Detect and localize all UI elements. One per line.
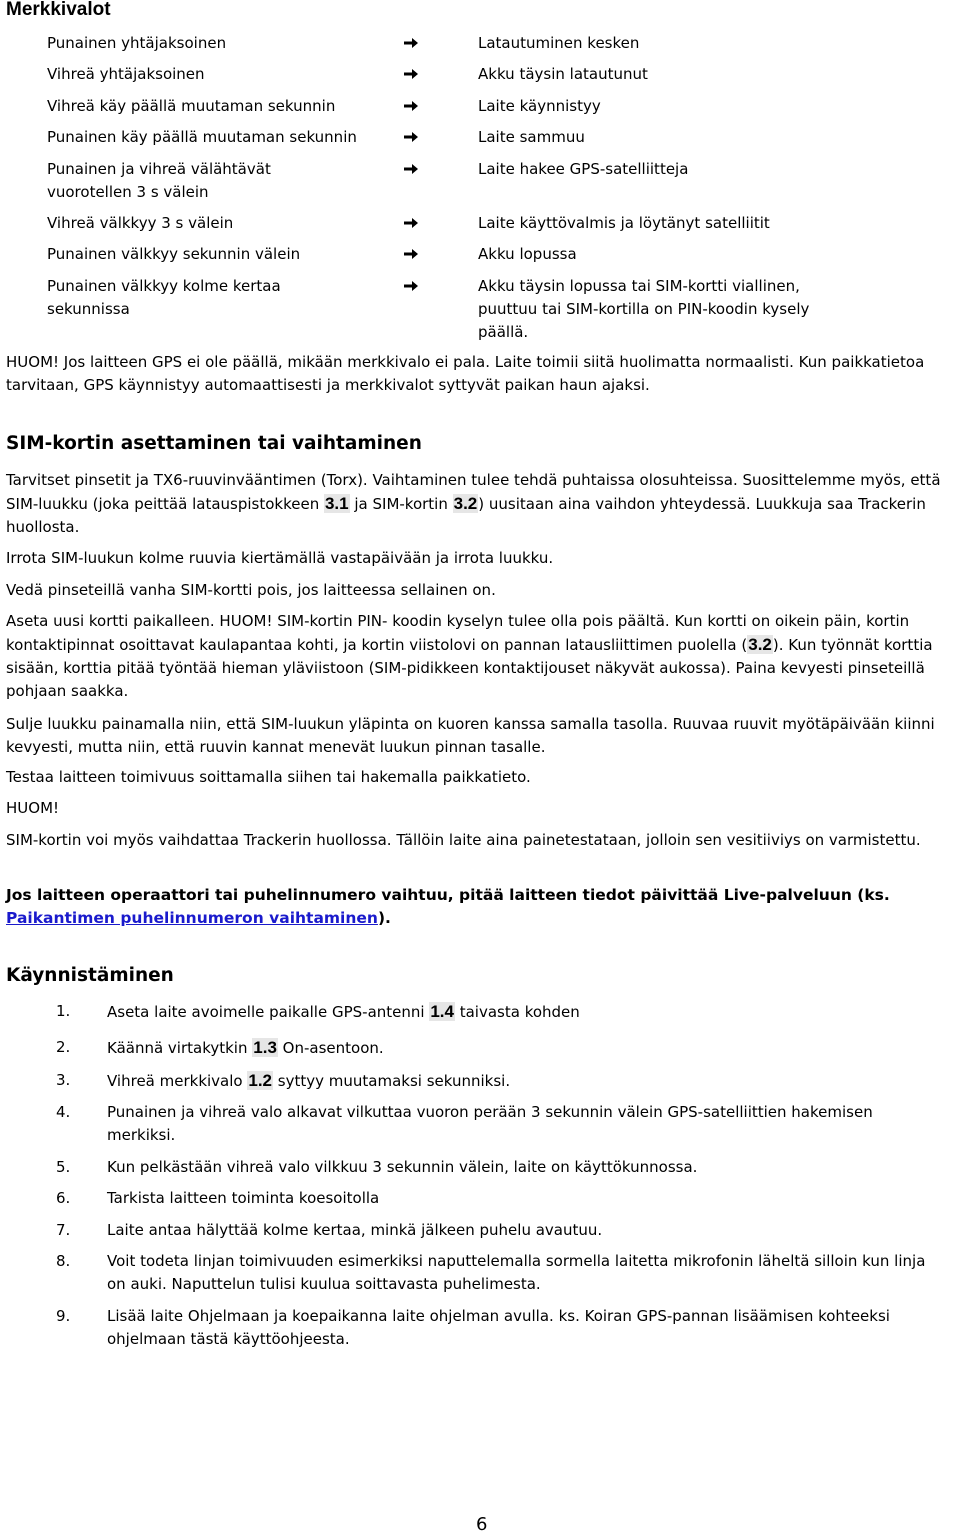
meaning-text: Akku lopussa	[478, 245, 577, 263]
arrow-right-icon	[403, 126, 423, 144]
step-text: Kun pelkästään vihreä valo vilkkuu 3 sekunnin välein, laite on käyttökunnossa.	[107, 1158, 698, 1176]
step-text-a: Käännä virtakytkin	[107, 1039, 253, 1057]
sim-paragraph-4-text-b: ). Kun työnnät korttia sisään, korttia pitää työntää hieman yläviistoon (SIM-pidikkeen kontaktijouset näkyvät aukossa). Paina kevyesti pinseteillä pohjaan saakka.	[6, 636, 933, 700]
signal-text: Punainen yhtäjaksoinen	[47, 34, 227, 52]
signal-text: Vihreä välkkyy 3 s välein	[47, 214, 234, 232]
sim-paragraph-4-text-a: Aseta uusi kortti paikalleen. HUOM! SIM-kortin PIN- koodin kyselyn tulee olla pois päältä. Kun kortti on oikein päin, kortin kontaktipinnat osoittavat kaulapantaa kohti, ja kortin viistolovi on pannan latausliittimen puolella (	[6, 612, 910, 654]
component-ref-3-2: 3.2	[748, 635, 772, 654]
step-number: 3.	[56, 1071, 71, 1089]
step-number: 2.	[56, 1038, 71, 1056]
sim-paragraph-8: SIM-kortin voi myös vaihdattaa Trackerin huollossa. Tällöin laite aina painetestataan, jolloin sen vesitiiviys on varmistettu.	[6, 831, 921, 849]
sim-paragraph-6: Testaa laitteen toimivuus soittamalla siihen tai hakemalla paikkatieto.	[6, 768, 531, 786]
step-number: 1.	[56, 1002, 71, 1020]
meaning-text: Laite sammuu	[478, 128, 585, 146]
step-number: 7.	[56, 1221, 71, 1239]
component-ref-3-1: 3.1	[324, 494, 349, 513]
arrow-right-icon	[403, 63, 423, 81]
sim-paragraph-4	[6, 610, 950, 703]
step-text	[107, 1069, 937, 1093]
sim-paragraph-5: Sulje luukku painamalla niin, että SIM-luukun yläpinta on kuoren kanssa samalla tasolla. Ruuvaa ruuvit myötäpäivään kiinni kevyesti, mutta niin, että ruuvin kannat menevät luukun pinnan tasalle.	[6, 715, 935, 756]
sim-paragraph-1	[6, 469, 950, 539]
meaning-text: Akku täysin lopussa tai SIM-kortti viallinen, puuttuu tai SIM-kortilla on PIN-koodin kysely päällä.	[478, 277, 810, 341]
signal-text: Vihreä käy päällä muutaman sekunnin	[47, 97, 336, 115]
step-number: 5.	[56, 1158, 71, 1176]
arrow-right-icon	[403, 158, 423, 176]
step-text: Tarkista laitteen toiminta koesoitolla	[107, 1189, 380, 1207]
page-number: 6	[476, 1514, 488, 1535]
sim-paragraph-7: HUOM!	[6, 799, 60, 817]
step-text-b: syttyy muutamaksi sekunniksi.	[273, 1072, 511, 1090]
step-text: Lisää laite Ohjelmaan ja koepaikanna laite ohjelman avulla. ks. Koiran GPS-pannan lisäämisen kohteeksi ohjelmaan tästä käyttöohjeesta.	[107, 1307, 890, 1348]
step-number: 9.	[56, 1307, 71, 1325]
step-number: 6.	[56, 1189, 71, 1207]
arrow-right-icon	[403, 32, 423, 50]
meaning-text: Laite käyttövalmis ja löytänyt satelliitit	[478, 214, 770, 232]
arrow-right-icon	[403, 212, 423, 230]
component-ref-1-2: 1.2	[248, 1071, 273, 1090]
arrow-right-icon	[403, 243, 423, 261]
component-ref-1-3: 1.3	[253, 1038, 277, 1057]
sim-paragraph-3: Vedä pinseteillä vanha SIM-kortti pois, jos laitteessa sellainen on.	[6, 581, 496, 599]
phone-number-change-link[interactable]: Paikantimen puhelinnumeron vaihtaminen	[6, 909, 378, 927]
lights-note: HUOM! Jos laitteen GPS ei ole päällä, mikään merkkivalo ei pala. Laite toimii siitä huolimatta normaalisti. Kun paikkatietoa tarvitaan, GPS käynnistyy automaattisesti ja merkkivalot syttyvät paikan haun ajaksi.	[6, 353, 925, 394]
signal-text: Punainen käy päällä muutaman sekunnin	[47, 128, 357, 146]
section-title-start: Käynnistäminen	[6, 965, 174, 986]
meaning-text: Akku täysin latautunut	[478, 65, 648, 83]
meaning-text: Laite hakee GPS-satelliitteja	[478, 160, 689, 178]
step-text	[107, 1000, 937, 1024]
sim-paragraph-1-text-b: ja SIM-kortin	[349, 495, 453, 513]
sim-paragraph-9-text-b: ).	[377, 909, 391, 927]
sim-paragraph-2: Irrota SIM-luukun kolme ruuvia kiertämällä vastapäivään ja irrota luukku.	[6, 549, 554, 567]
signal-text: Punainen välkkyy kolme kertaa sekunnissa	[47, 277, 281, 318]
component-ref-1-4: 1.4	[430, 1002, 454, 1021]
arrow-right-icon	[403, 275, 423, 293]
arrow-right-icon	[403, 95, 423, 113]
meaning-text: Laite käynnistyy	[478, 97, 601, 115]
step-text: Voit todeta linjan toimivuuden esimerkiksi naputtelemalla sormella laitetta mikrofonin läheltä silloin kun linja on auki. Naputtelun tulisi kuulua soittavasta puhelimesta.	[107, 1252, 926, 1293]
signal-text: Vihreä yhtäjaksoinen	[47, 65, 205, 83]
step-text: Laite antaa hälyttää kolme kertaa, minkä jälkeen puhelu avautuu.	[107, 1221, 603, 1239]
step-text: Punainen ja vihreä valo alkavat vilkuttaa vuoron perään 3 sekunnin välein GPS-satelliittien hakemisen merkiksi.	[107, 1103, 873, 1144]
step-text-b: taivasta kohden	[454, 1003, 580, 1021]
component-ref-3-2: 3.2	[453, 494, 478, 513]
section-title-sim: SIM-kortin asettaminen tai vaihtaminen	[6, 433, 422, 454]
step-text-b: On-asentoon.	[277, 1039, 384, 1057]
step-text-a: Vihreä merkkivalo	[107, 1072, 248, 1090]
step-text-a: Aseta laite avoimelle paikalle GPS-antenni	[107, 1003, 430, 1021]
sim-paragraph-1-text-a: Tarvitset pinsetit ja TX6-ruuvinvääntimen (Torx). Vaihtaminen tulee tehdä puhtaissa olosuhteissa. Suosittelemme myös, että SIM-luukku (joka peittää latauspistokkeen	[6, 471, 941, 513]
meaning-text: Latautuminen kesken	[478, 34, 640, 52]
signal-text: Punainen ja vihreä välähtävät vuorotellen 3 s välein	[47, 160, 271, 201]
section-title-lights: Merkkivalot	[6, 0, 111, 20]
step-number: 4.	[56, 1103, 71, 1121]
step-number: 8.	[56, 1252, 71, 1270]
sim-paragraph-9-text-a: Jos laitteen operaattori tai puhelinnumero vaihtuu, pitää laitteen tiedot päivittää Live-palveluun (ks.	[6, 886, 890, 904]
sim-paragraph-1-text-c: ) uusitaan aina vaihdon yhteydessä. Luukkuja saa Trackerin huollosta.	[6, 495, 926, 536]
signal-text: Punainen välkkyy sekunnin välein	[47, 245, 301, 263]
step-text	[107, 1036, 937, 1060]
sim-paragraph-9	[6, 884, 950, 930]
